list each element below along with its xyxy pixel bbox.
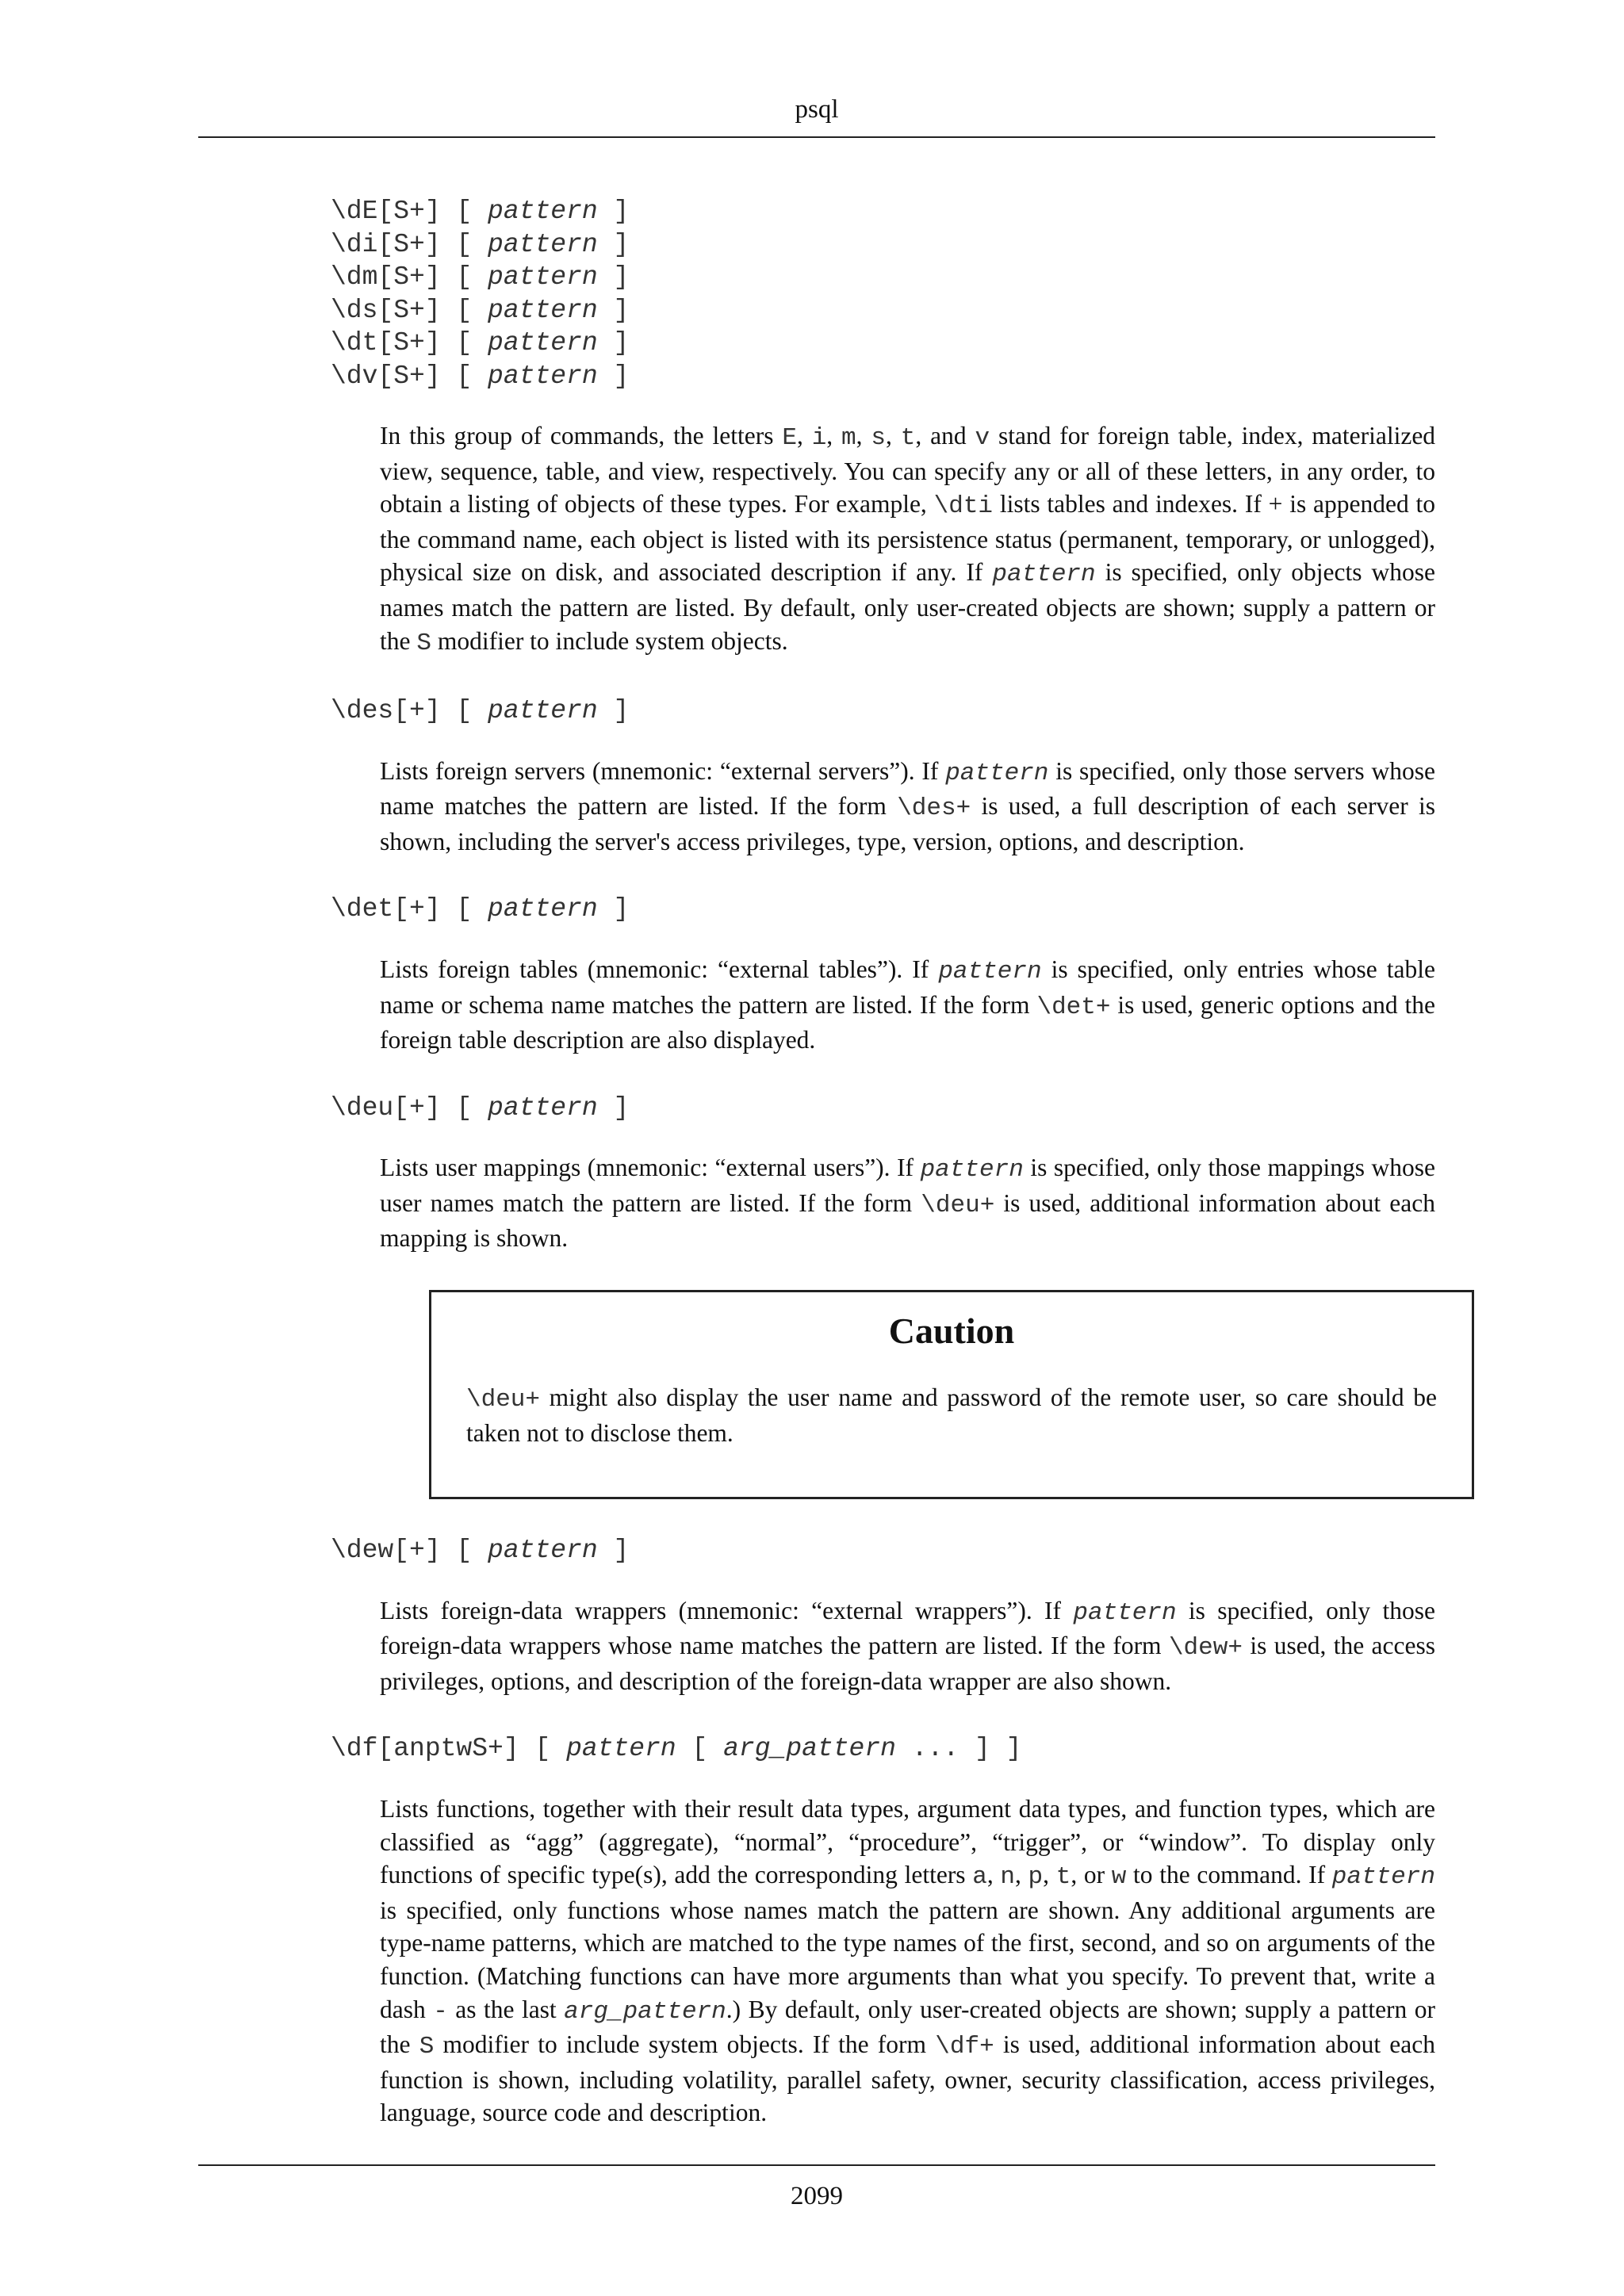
argument: pattern (488, 361, 598, 391)
argument: pattern (488, 197, 598, 226)
bracket: [ (534, 1734, 567, 1764)
command-name: \des[+] (331, 696, 441, 726)
caution-box (429, 1290, 1474, 1499)
argument: arg_pattern (723, 1734, 896, 1764)
inline-code: S (419, 2033, 435, 2061)
text: , (986, 1861, 1001, 1889)
description-deu (380, 1151, 1435, 1255)
bracket: [ (456, 696, 488, 726)
syntax-block-relations (331, 195, 1435, 392)
argument: pattern (488, 229, 598, 259)
syntax-line (331, 294, 1435, 327)
inline-code: \deu+ (466, 1386, 541, 1414)
text: is specified, only those servers whose name matches the pattern are listed. If the form (380, 756, 1435, 821)
bracket: [ (456, 229, 488, 259)
bracket: [ (456, 894, 488, 924)
command-name: \di[S+] (331, 229, 441, 259)
inline-code: \dew+ (1168, 1634, 1243, 1663)
command-name: \dew[+] (331, 1536, 441, 1566)
argument: pattern (488, 1093, 598, 1123)
text: Lists foreign servers (mnemonic: “external servers”). If (380, 756, 946, 785)
bracket: [ (456, 295, 488, 325)
text: to the command. If (1126, 1861, 1332, 1889)
text: , (886, 422, 901, 450)
bracket: ] (597, 1093, 630, 1123)
text: Lists foreign-data wrappers (mnemonic: “external wrappers”). If (380, 1596, 1074, 1624)
inline-argument: arg_pattern (564, 1997, 726, 2026)
command-name: \ds[S+] (331, 295, 441, 325)
inline-argument: pattern (920, 1156, 1024, 1184)
bracket: [ (676, 1734, 724, 1764)
text: , (826, 422, 842, 450)
text: modifier to include system objects. If the form (434, 2030, 936, 2059)
inline-code: t (900, 424, 916, 452)
text: is used, generic options and the foreign table description are also displayed. (380, 990, 1435, 1054)
argument: pattern (488, 295, 598, 325)
inline-code: \dti (933, 492, 994, 521)
syntax-line-des (331, 695, 1435, 728)
text: , (796, 422, 812, 450)
command-name: \det[+] (331, 894, 441, 924)
bracket: [ (456, 262, 488, 292)
argument: pattern (488, 1536, 598, 1566)
syntax-line-dew (331, 1534, 1435, 1567)
inline-code: \deu+ (921, 1191, 995, 1219)
syntax-line (331, 360, 1435, 393)
text: is specified, only entries whose table name or schema name matches the pattern are listed. If the form (380, 955, 1435, 1019)
inline-code: - (433, 1997, 448, 2026)
inline-argument: pattern (938, 957, 1042, 985)
argument: pattern (488, 696, 598, 726)
description-dew (380, 1594, 1435, 1698)
inline-code: a (972, 1863, 987, 1892)
inline-code: m (841, 424, 856, 452)
inline-code: S (416, 629, 431, 657)
bracket: ] (597, 696, 630, 726)
inline-code: i (811, 424, 827, 452)
bracket: ] (597, 262, 630, 292)
description-des (380, 755, 1435, 859)
text: Lists functions, together with their result data types, argument data types, and function types, which are classified as “agg” (aggregate), “normal”, “procedure”, “trigger”, or “window”. To display only functions of specific type(s), add the corresponding letters (380, 1794, 1435, 1889)
text: is specified, only functions whose names match the pattern are shown. Any additional arguments are type-name patterns, which are matched to the type names of the first, second, and so on arguments of the function. (Matching functions can have more arguments than what you specify. To prevent that, write a dash (380, 1896, 1435, 2023)
caution-text (466, 1381, 1437, 1449)
argument: pattern (488, 894, 598, 924)
argument: pattern (488, 328, 598, 358)
bracket: ] (597, 229, 630, 259)
text: might also display the user name and password of the remote user, so care should be taken not to disclose them. (466, 1383, 1437, 1447)
syntax-line-df (331, 1732, 1435, 1766)
syntax-line-det (331, 893, 1435, 926)
text: , or (1071, 1861, 1112, 1889)
bracket: ] (597, 295, 630, 325)
text: is used, a full description of each server is shown, including the server's access privileges, type, version, options, and description. (380, 792, 1435, 855)
text: , (1043, 1861, 1056, 1889)
text: modifier to include system objects. (431, 626, 788, 655)
bracket: [ (456, 361, 488, 391)
inline-argument: pattern (1073, 1598, 1177, 1627)
text: Lists foreign tables (mnemonic: “external tables”). If (380, 955, 939, 983)
text: is specified, only objects whose names match the pattern are listed. By default, only user-created objects are shown; supply a pattern or the (380, 558, 1436, 655)
caution-title: Caution (888, 1311, 1015, 1351)
command-name: \dE[S+] (331, 197, 441, 226)
text: stand for foreign table, index, materialized view, sequence, table, and view, respectively. You can specify any or all of these letters, in any order, to obtain a listing of objects of these types. For example, (380, 422, 1436, 519)
text: as the last (447, 1995, 565, 2023)
text: , (1015, 1861, 1028, 1889)
bracket: [ (456, 1536, 488, 1566)
inline-code: p (1028, 1863, 1044, 1892)
bracket: ] (597, 361, 630, 391)
text: is used, additional information about each mapping is shown. (380, 1188, 1435, 1253)
command-name: \dv[S+] (331, 361, 441, 391)
page-number: 2099 (791, 2182, 843, 2210)
inline-code: s (871, 424, 887, 452)
bracket: [ (456, 1093, 488, 1123)
description-relations (380, 419, 1435, 660)
inline-argument: pattern (1331, 1863, 1435, 1892)
description-det (380, 953, 1435, 1057)
bracket: ... ] ] (895, 1734, 1022, 1764)
syntax-line (331, 261, 1435, 294)
inline-code: \df+ (935, 2033, 994, 2061)
bracket: ] (597, 1536, 630, 1566)
text: .) By default, only user-created objects are shown; supply a pattern or the (380, 1995, 1435, 2059)
footer-rule (198, 2164, 1435, 2166)
argument: pattern (566, 1734, 676, 1764)
syntax-line (331, 327, 1435, 360)
bracket: ] (597, 894, 630, 924)
text: lists tables and indexes. If + is appended to the command name, each object is listed with its persistence status (permanent, temporary, or unlogged), physical size on disk, and associated description if any. If (380, 490, 1436, 587)
text: Lists user mappings (mnemonic: “external users”). If (380, 1154, 921, 1182)
bracket: ] (597, 328, 630, 358)
command-name: \dm[S+] (331, 262, 441, 292)
argument: pattern (488, 262, 598, 292)
text: is specified, only those foreign-data wrappers whose name matches the pattern are listed. If the form (380, 1596, 1435, 1660)
inline-code: t (1055, 1863, 1071, 1892)
bracket: ] (597, 197, 630, 226)
page-content (331, 195, 1435, 2164)
syntax-line (331, 195, 1435, 228)
syntax-line (331, 228, 1435, 262)
text: In this group of commands, the letters (380, 422, 783, 450)
bracket: [ (456, 328, 488, 358)
text: is used, additional information about each function is shown, including volatility, parallel safety, owner, security classification, access privileges, language, source code and description. (380, 2030, 1435, 2127)
text: , and (915, 422, 975, 450)
inline-code: \des+ (897, 794, 971, 823)
command-name: \df[anptwS+] (331, 1734, 519, 1764)
page-header: psql (795, 95, 839, 124)
text: is used, the access privileges, options, and description of the foreign-data wrapper are also shown. (380, 1632, 1435, 1695)
text: is specified, only those mappings whose user names match the pattern are listed. If the form (380, 1154, 1435, 1217)
syntax-line-deu (331, 1092, 1435, 1125)
inline-argument: pattern (992, 561, 1096, 589)
inline-code: w (1111, 1863, 1127, 1892)
command-name: \deu[+] (331, 1093, 441, 1123)
inline-code: \det+ (1036, 993, 1111, 1021)
inline-code: n (1000, 1863, 1015, 1892)
bracket: [ (456, 197, 488, 226)
inline-code: v (975, 424, 990, 452)
inline-code: E (782, 424, 797, 452)
header-rule (198, 136, 1435, 138)
text: , (856, 422, 871, 450)
inline-argument: pattern (945, 759, 1049, 787)
description-df (380, 1793, 1435, 2130)
command-name: \dt[S+] (331, 328, 441, 358)
